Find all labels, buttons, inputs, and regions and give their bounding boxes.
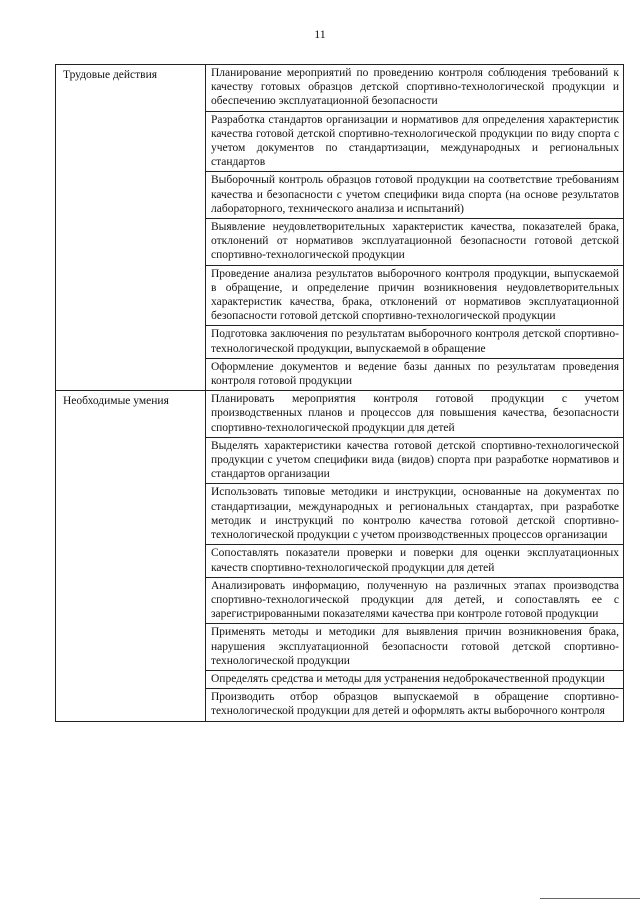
row-label: Трудовые действия bbox=[56, 65, 206, 391]
list-item: Анализировать информацию, полученную на различных этапах производства спортивно-технологической продукции для детей, и сопоставлять ее с зарегистрированными показателями качества при контроле готовой продукции bbox=[206, 577, 623, 624]
competency-table bbox=[55, 64, 624, 722]
list-item: Использовать типовые методики и инструкции, основанные на документах по стандартизации, международных и региональных стандартах, при разработке методик и инструкций по контролю качества готовой детской спортивно-технологической продукции с учетом производственных процессов организации bbox=[206, 483, 623, 544]
list-item: Разработка стандартов организации и нормативов для определения характеристик качества готовой детской спортивно-технологической продукции по виду спорта с учетом документов по стандартизации, международных и региональных стандартов bbox=[206, 111, 623, 172]
list-item: Сопоставлять показатели проверки и поверки для оценки эксплуатационных качеств спортивно-технологической продукции для детей bbox=[206, 544, 623, 576]
list-item: Подготовка заключения по результатам выборочного контроля детской спортивно-технологической продукции, выпускаемой в обращение bbox=[206, 325, 623, 357]
list-item: Планирование мероприятий по проведению контроля соблюдения требований к качеству готовых образцов детской спортивно-технологической продукции и обеспечению эксплуатационной безопасности bbox=[211, 67, 619, 108]
list-item: Выборочный контроль образцов готовой продукции на соответствие требованиям качества и безопасности с учетом специфики вида спорта (на основе результатов лабораторного, технического анализа и испытаний) bbox=[206, 171, 623, 218]
list-item: Определять средства и методы для устранения недоброкачественной продукции bbox=[206, 670, 623, 688]
list-item: Выявление неудовлетворительных характеристик качества, показателей брака, отклонений от нормативов эксплуатационной безопасности готовой детской спортивно-технологической продукции bbox=[206, 218, 623, 265]
list-item: Производить отбор образцов выпускаемой в обращение спортивно-технологической продукции для детей и оформлять акты выборочного контроля bbox=[206, 688, 623, 720]
table-row-labor-actions bbox=[56, 65, 624, 391]
list-item: Планировать мероприятия контроля готовой продукции с учетом производственных планов и процессов для повышения качества, безопасности спортивно-технологической продукции для детей bbox=[211, 393, 619, 434]
list-item: Оформление документов и ведение базы данных по результатам проведения контроля готовой продукции bbox=[206, 358, 623, 390]
row-items bbox=[206, 65, 624, 391]
page-number: 11 bbox=[314, 27, 326, 41]
list-item: Проведение анализа результатов выборочного контроля продукции, выпускаемой в обращение, и определение причин возникновения неудовлетворительных характеристик качества, брака, отклонений от нормативов эксплуатационной безопасности готовой детской спортивно-технологической продукции bbox=[206, 265, 623, 326]
scan-edge-line bbox=[540, 898, 640, 899]
table-row-required-skills bbox=[56, 391, 624, 721]
row-items bbox=[206, 391, 624, 721]
row-label: Необходимые умения bbox=[56, 391, 206, 721]
list-item: Выделять характеристики качества готовой детской спортивно-технологической продукции с учетом специфики вида (видов) спорта при разработке нормативов и стандартов организации bbox=[206, 437, 623, 484]
list-item: Применять методы и методики для выявления причин возникновения брака, нарушения эксплуатационной безопасности готовой детской спортивно-технологической продукции bbox=[206, 623, 623, 670]
